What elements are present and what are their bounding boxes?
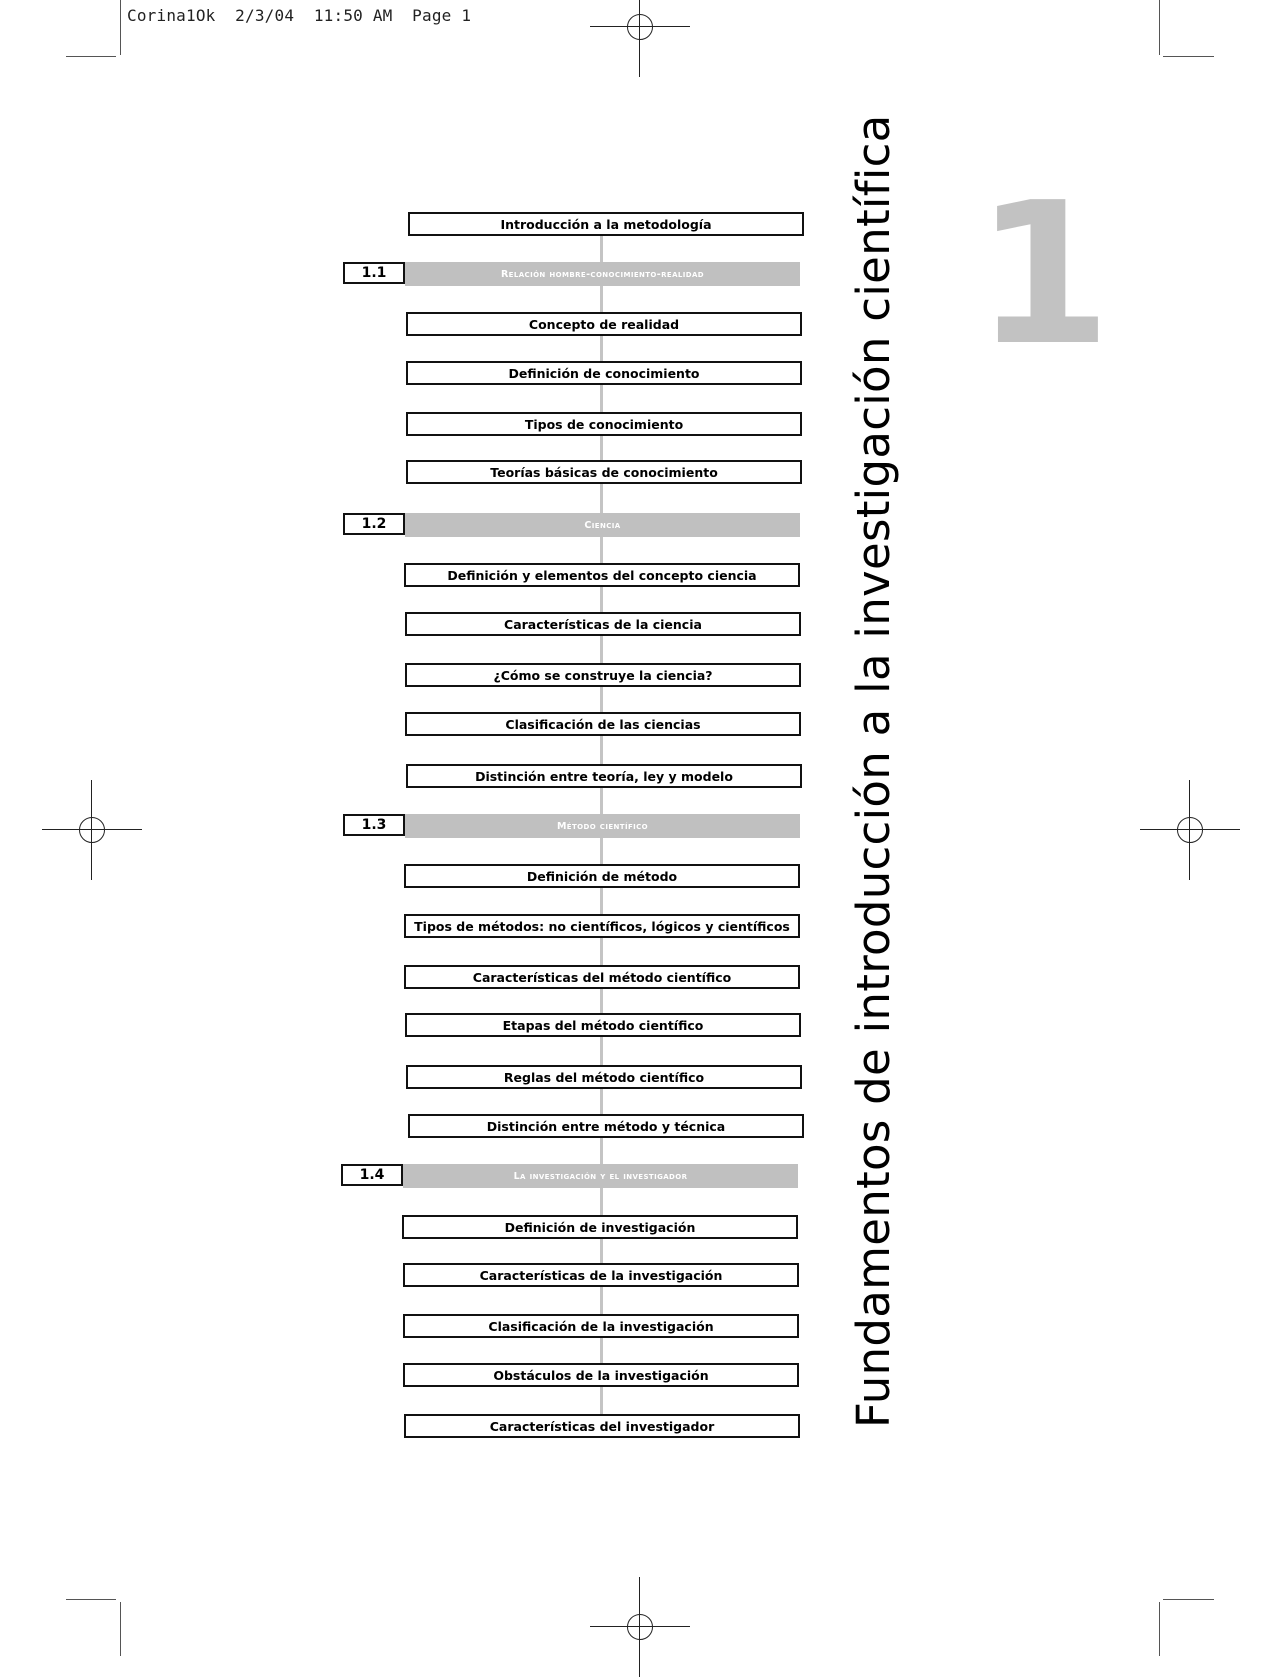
- outline-item: Clasificación de la investigación: [403, 1314, 799, 1338]
- registration-mark-right: [1140, 780, 1240, 880]
- outline-item: Reglas del método científico: [406, 1065, 802, 1089]
- registration-mark-top: [590, 0, 690, 77]
- outline-item: Teorías básicas de conocimiento: [406, 460, 802, 484]
- section-header-1-4: La investigación y el investigador: [403, 1164, 798, 1188]
- crop-mark: [120, 0, 121, 55]
- chapter-title: Fundamentos de introducción a la investigación científica: [847, 114, 900, 1428]
- outline-item: Distinción entre método y técnica: [408, 1114, 804, 1138]
- registration-mark-bottom: [590, 1577, 690, 1677]
- section-header-1-2: Ciencia: [405, 513, 800, 537]
- outline-item: Tipos de métodos: no científicos, lógicos y científicos: [404, 914, 800, 938]
- outline-item: Definición de conocimiento: [406, 361, 802, 385]
- crop-mark: [1159, 1602, 1160, 1656]
- section-number-1-3: 1.3: [343, 814, 405, 836]
- outline-item: Concepto de realidad: [406, 312, 802, 336]
- crop-mark: [66, 1599, 116, 1600]
- crop-mark: [1163, 1599, 1214, 1600]
- outline-item: Características del investigador: [404, 1414, 800, 1438]
- outline-item: Características de la investigación: [403, 1263, 799, 1287]
- outline-item: Definición de investigación: [402, 1215, 798, 1239]
- section-number-1-4: 1.4: [341, 1164, 403, 1186]
- outline-item: Obstáculos de la investigación: [403, 1363, 799, 1387]
- section-number-1-2: 1.2: [343, 513, 405, 535]
- outline-item: ¿Cómo se construye la ciencia?: [405, 663, 801, 687]
- registration-mark-left: [42, 780, 142, 880]
- section-header-1-3: Método científico: [405, 814, 800, 838]
- crop-mark: [1163, 56, 1214, 57]
- outline-item-intro: Introducción a la metodología: [408, 212, 804, 236]
- outline-item: Definición de método: [404, 864, 800, 888]
- outline-item: Tipos de conocimiento: [406, 412, 802, 436]
- chapter-number: 1: [975, 161, 1112, 389]
- outline-item: Características de la ciencia: [405, 612, 801, 636]
- crop-mark: [120, 1602, 121, 1656]
- outline-item: Distinción entre teoría, ley y modelo: [406, 764, 802, 788]
- outline-item: Características del método científico: [404, 965, 800, 989]
- outline-item: Clasificación de las ciencias: [405, 712, 801, 736]
- crop-mark: [1159, 0, 1160, 55]
- print-slug: Corina1Ok 2/3/04 11:50 AM Page 1: [127, 6, 472, 25]
- section-header-1-1: Relación hombre-conocimiento-realidad: [405, 262, 800, 286]
- section-number-1-1: 1.1: [343, 262, 405, 284]
- outline-item: Etapas del método científico: [405, 1013, 801, 1037]
- outline-item: Definición y elementos del concepto ciencia: [404, 563, 800, 587]
- crop-mark: [66, 56, 116, 57]
